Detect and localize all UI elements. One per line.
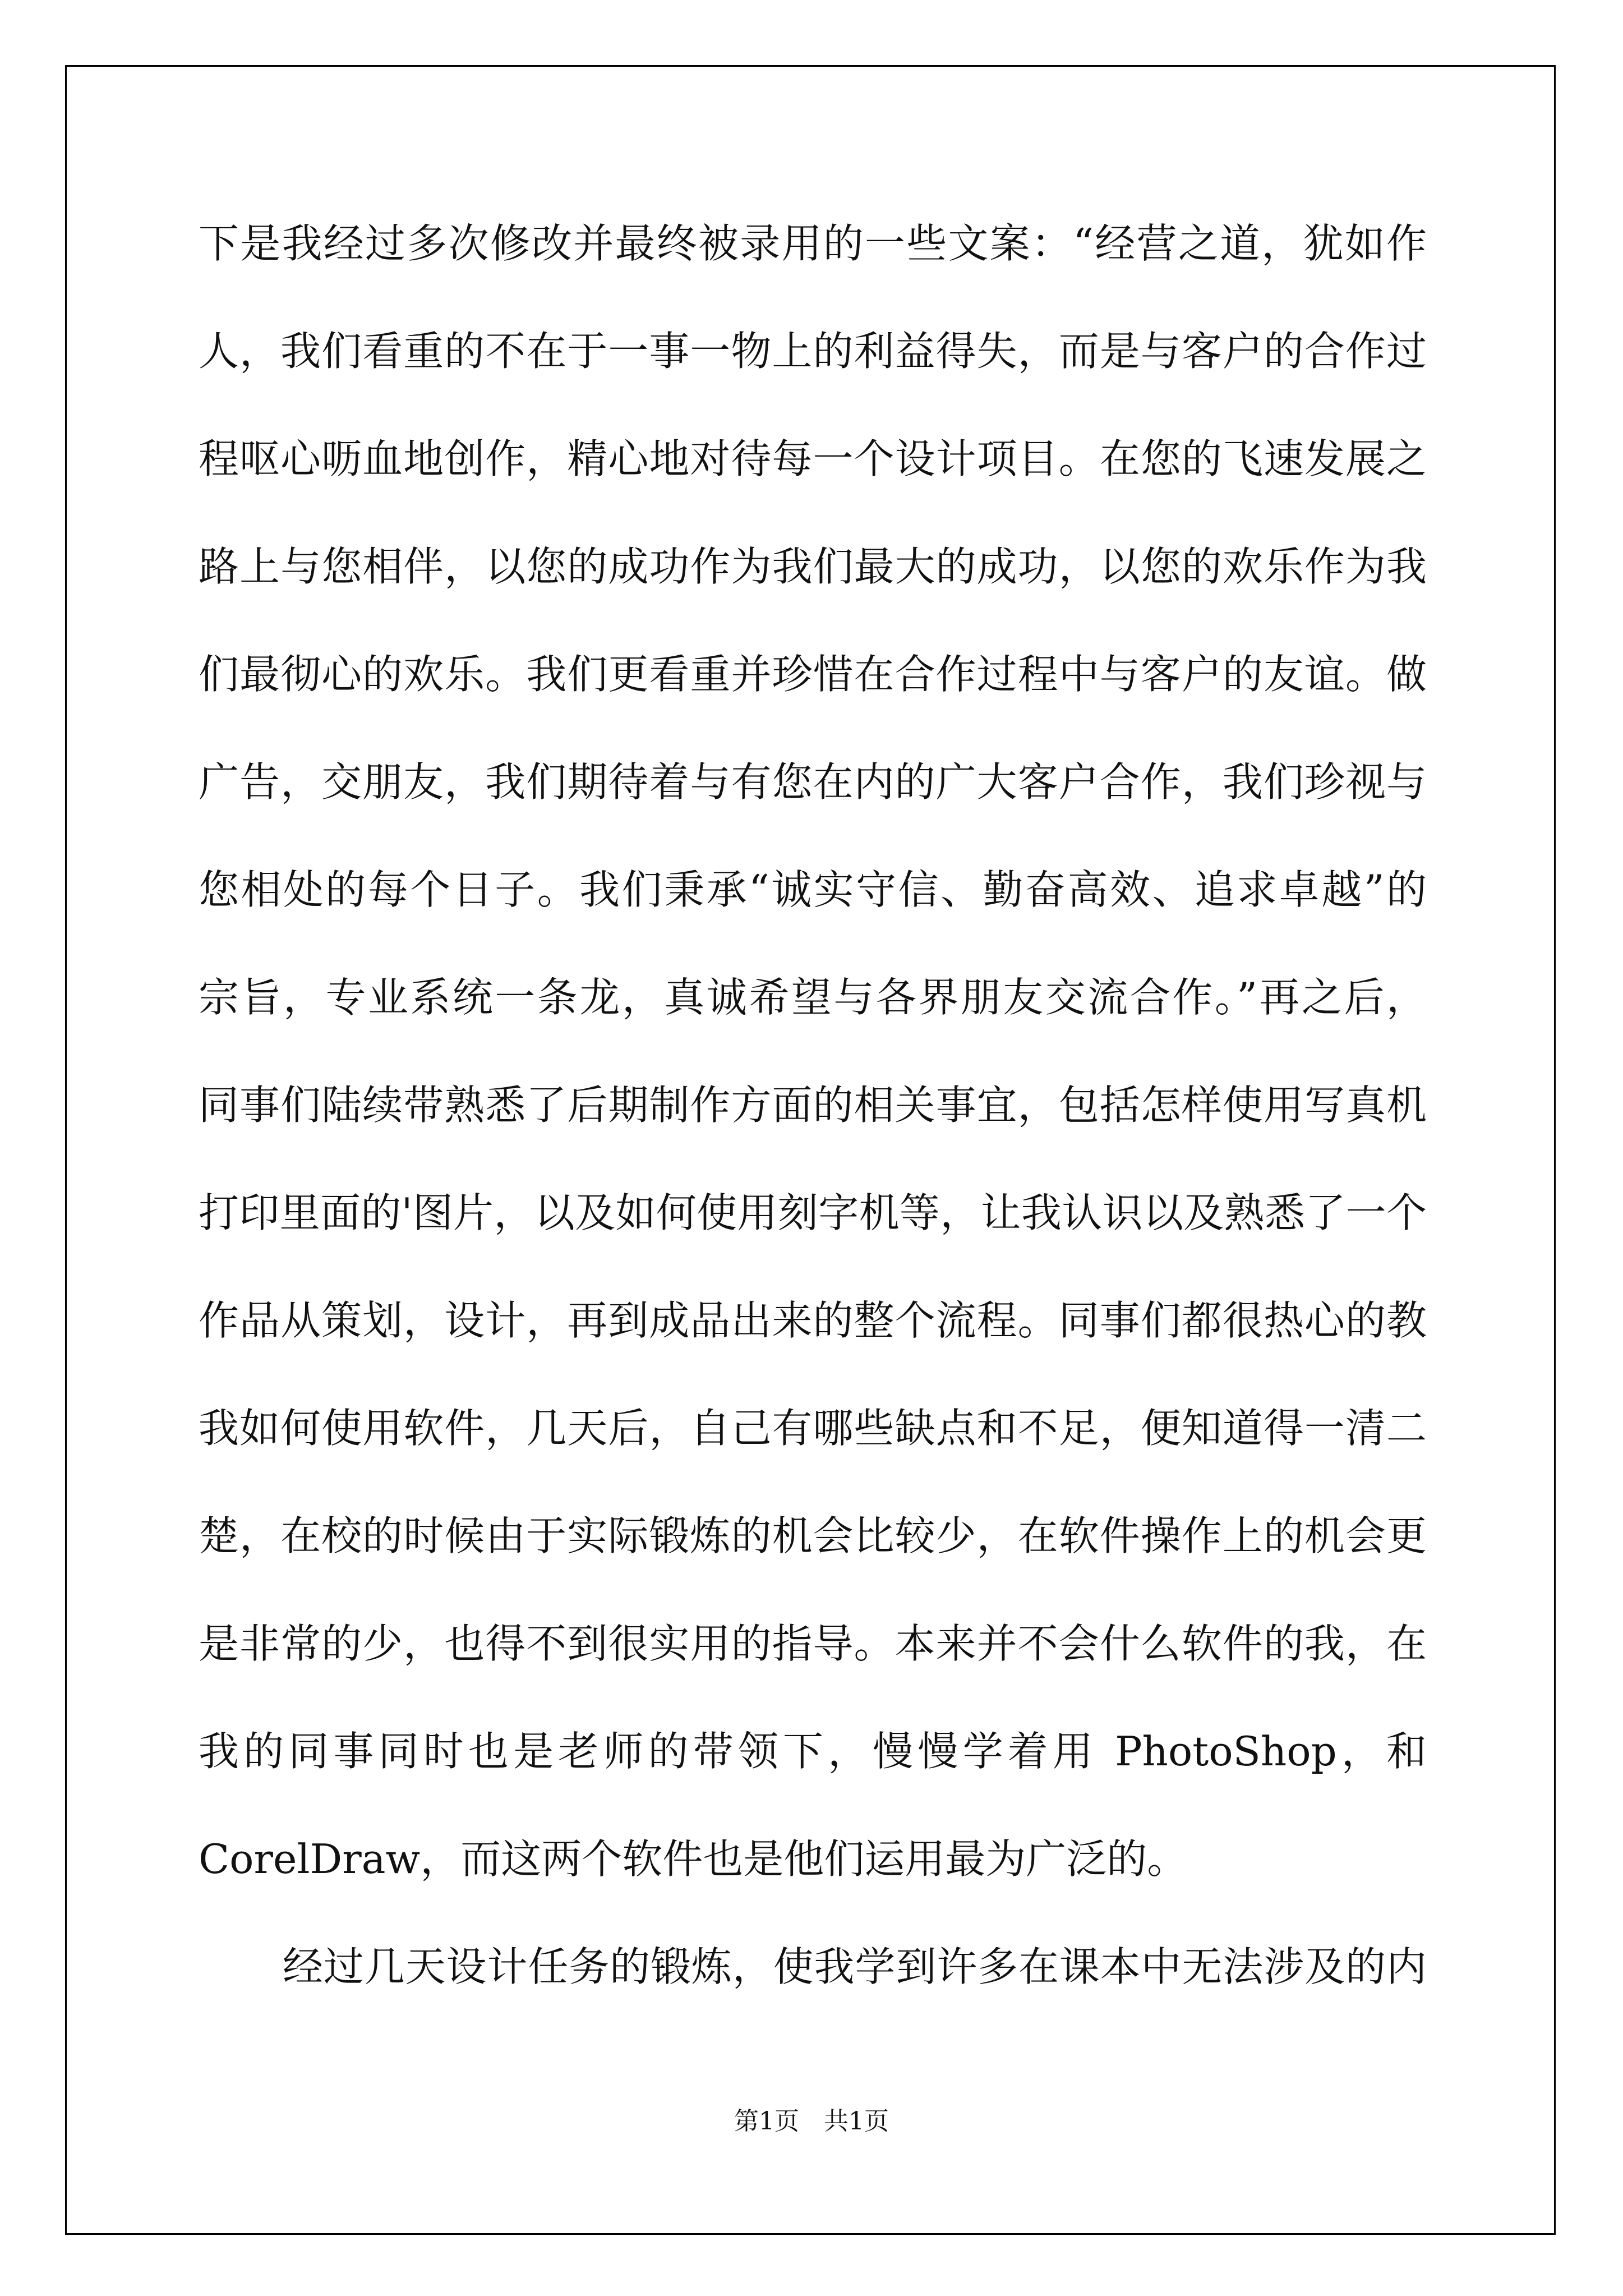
text-line: 程呕心呖血地创作，精心地对待每一个设计项目。在您的飞速发展之 [199, 435, 1427, 482]
text-line: 我的同事同时也是老师的带领下，慢慢学着用 PhotoShop，和 [199, 1728, 1427, 1775]
page-border [65, 65, 1556, 2235]
text-line: CorelDraw，而这两个软件也是他们运用最为广泛的。 [199, 1835, 1188, 1883]
text-line: 广告，交朋友，我们期待着与有您在内的广大客户合作，我们珍视与 [199, 758, 1427, 806]
text-line: 下是我经过多次修改并最终被录用的一些文案：“经营之道，犹如作 [199, 220, 1427, 267]
text-line: 您相处的每个日子。我们秉承“诚实守信、勤奋高效、追求卓越”的 [199, 866, 1427, 913]
paragraph-first-line: 经过几天设计任务的锻炼，使我学到许多在课本中无法涉及的内 [283, 1943, 1427, 1990]
text-line: 宗旨，专业系统一条龙，真诚希望与各界朋友交流合作。”再之后， [199, 974, 1427, 1021]
text-line: 作品从策划，设计，再到成品出来的整个流程。同事们都很热心的教 [199, 1297, 1427, 1344]
text-line: 路上与您相伴，以您的成功作为我们最大的成功，以您的欢乐作为我 [199, 543, 1427, 590]
text-line: 人，我们看重的不在于一事一物上的利益得失，而是与客户的合作过 [199, 328, 1427, 375]
text-line: 楚，在校的时候由于实际锻炼的机会比较少，在软件操作上的机会更 [199, 1512, 1427, 1559]
text-line: 是非常的少，也得不到很实用的指导。本来并不会什么软件的我，在 [199, 1620, 1427, 1667]
text-line: 们最彻心的欢乐。我们更看重并珍惜在合作过程中与客户的友谊。做 [199, 651, 1427, 698]
text-line: 同事们陆续带熟悉了后期制作方面的相关事宜，包括怎样使用写真机 [199, 1082, 1427, 1129]
text-line: 打印里面的'图片，以及如何使用刻字机等，让我认识以及熟悉了一个 [199, 1189, 1427, 1236]
page-number-footer: 第1页 共1页 [734, 2107, 889, 2136]
text-line: 我如何使用软件，几天后，自己有哪些缺点和不足，便知道得一清二 [199, 1405, 1427, 1452]
